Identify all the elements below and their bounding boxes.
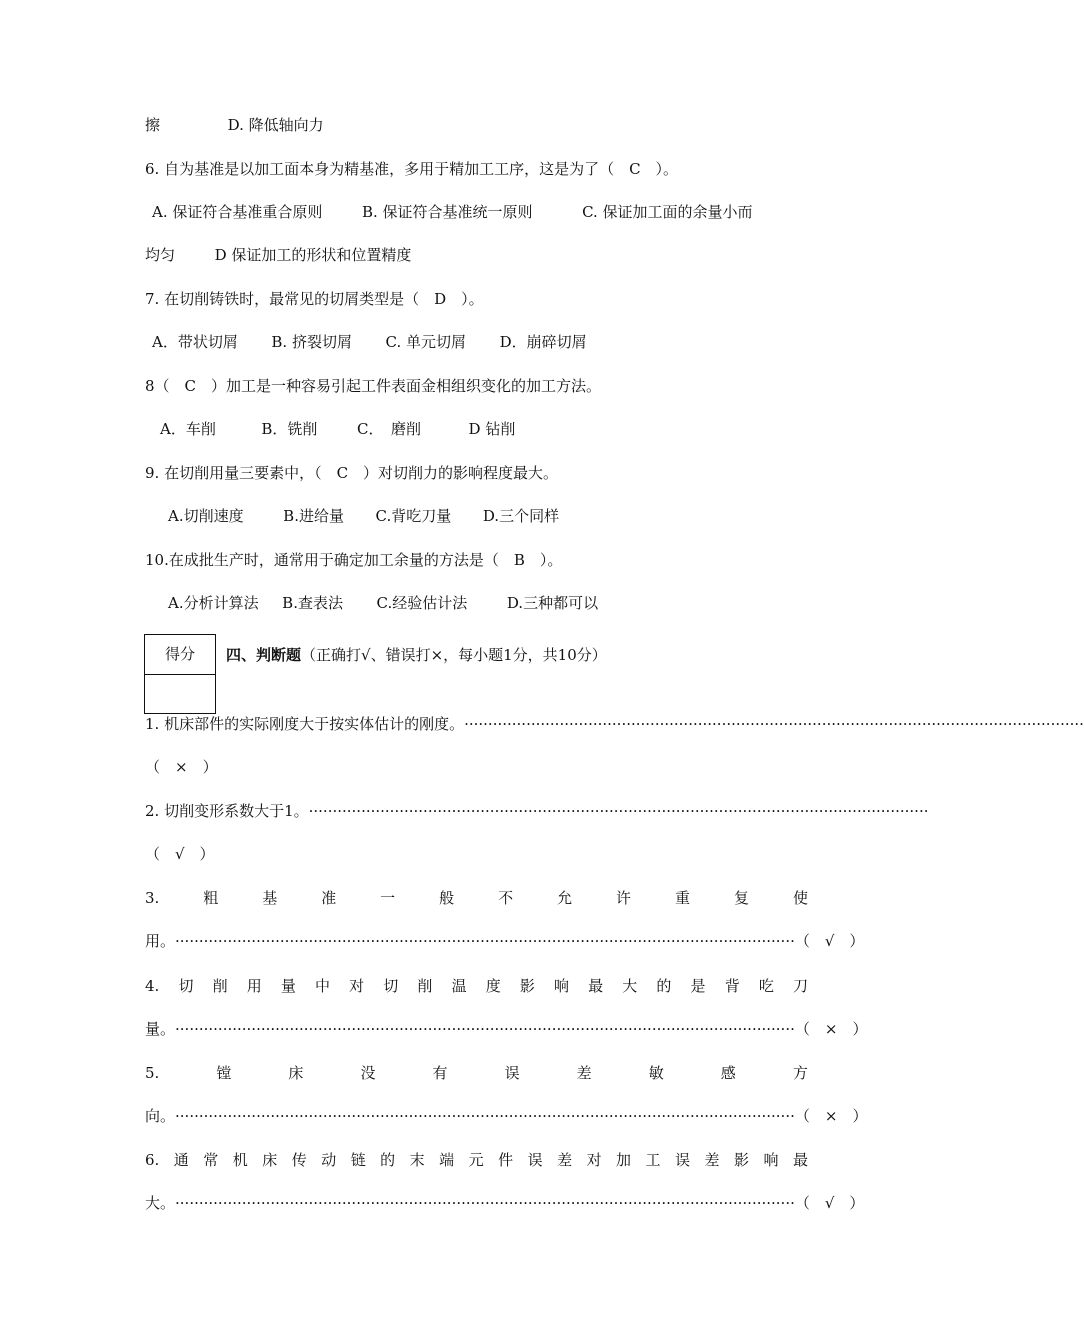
- tf-4-char: 是: [690, 977, 706, 995]
- tf-5-char: 镗: [216, 1064, 232, 1082]
- q8-option-d: D 钻削: [468, 420, 516, 438]
- tf-3-char: 一: [380, 889, 396, 907]
- tf-item-3-cont: [145, 931, 865, 951]
- tf-item-5-cont: [145, 1106, 868, 1126]
- q9-stem: 9. 在切削用量三要素中，（ C ）对切削力的影响程度最大。: [145, 464, 559, 482]
- tf-5-char: 没: [360, 1064, 376, 1082]
- tf-6-char: 通: [173, 1151, 189, 1169]
- tf-3-char: 基: [262, 889, 278, 907]
- tf-item-5: [145, 1063, 808, 1083]
- tf-2-answer: （ √ ）: [145, 845, 215, 863]
- q6-option-a: A. 保证符合基准重合原则: [152, 203, 323, 221]
- tf-item-4: [145, 976, 808, 996]
- leader-dots: ··································································································································: [175, 1194, 795, 1212]
- tf-6-char: 工: [645, 1151, 661, 1169]
- q8-options: [160, 419, 823, 439]
- q7-options: [152, 332, 815, 352]
- tf-item-6-cont: [145, 1193, 865, 1213]
- q10-option-b: B.查表法: [282, 594, 343, 612]
- tf-6-char: 6.: [145, 1151, 160, 1169]
- tf-3-char: 使: [792, 889, 808, 907]
- tf-5-char: 敏: [648, 1064, 664, 1082]
- tf-3-char: 许: [616, 889, 632, 907]
- tf-5-char: 误: [504, 1064, 520, 1082]
- q5-option-d: D. 降低轴向力: [227, 116, 324, 134]
- tf-item-1: [145, 714, 1084, 734]
- q8-option-a: A．车削: [160, 420, 216, 438]
- tf-3-char: 3.: [145, 889, 160, 907]
- tf-6-char: 机: [232, 1151, 248, 1169]
- tf-6-answer: （ √ ）: [794, 1194, 865, 1212]
- tf-4-char: 刀: [792, 977, 808, 995]
- q6-options-row2: [145, 245, 808, 265]
- tf-4-char: 削: [417, 977, 433, 995]
- tf-6-char: 的: [380, 1151, 396, 1169]
- tf-item-4-cont: [145, 1019, 868, 1039]
- tf-6-char: 误: [527, 1151, 543, 1169]
- q7-option-b: B. 挤裂切屑: [271, 333, 352, 351]
- q9-option-c: C.背吃刀量: [375, 507, 452, 525]
- tf-4-char: 削: [212, 977, 228, 995]
- tf-4-char: 大: [622, 977, 638, 995]
- tf-6-char: 床: [262, 1151, 278, 1169]
- leader-dots: ··································································································································: [464, 715, 1084, 733]
- tf-2-text: 2. 切削变形系数大于1。: [145, 802, 309, 820]
- tf-4-char: 量: [280, 977, 296, 995]
- tf-6-char: 元: [468, 1151, 484, 1169]
- q6-option-c: C. 保证加工面的余量小而: [582, 203, 753, 221]
- q7-option-c: C. 单元切屑: [385, 333, 467, 351]
- tf-4-char: 对: [349, 977, 365, 995]
- tf-4-char: 影: [519, 977, 535, 995]
- tf-3-cont: 用。: [145, 932, 176, 950]
- tf-6-char: 末: [409, 1151, 425, 1169]
- tf-3-char: 复: [733, 889, 749, 907]
- tf-3-char: 准: [321, 889, 337, 907]
- section4-title: 四、判断题: [226, 646, 302, 664]
- tf-6-cont: 大。: [145, 1194, 176, 1212]
- tf-4-answer: （ × ）: [794, 1020, 868, 1038]
- tf-4-char: 用: [246, 977, 262, 995]
- tf-6-char: 差: [557, 1151, 573, 1169]
- q8-option-c: C． 磨削: [357, 420, 421, 438]
- q5-continued-text: 擦: [145, 116, 161, 134]
- tf-6-char: 最: [792, 1151, 808, 1169]
- leader-dots: ··································································································································: [308, 802, 929, 820]
- tf-6-char: 对: [586, 1151, 602, 1169]
- tf-3-char: 不: [498, 889, 514, 907]
- score-box: [144, 634, 216, 714]
- q10-options: [168, 593, 831, 613]
- tf-6-char: 件: [498, 1151, 514, 1169]
- q6-option-d: D 保证加工的形状和位置精度: [214, 246, 412, 264]
- q7-stem: 7. 在切削铸铁时，最常见的切屑类型是（ D ）。: [145, 290, 484, 308]
- tf-5-char: 有: [432, 1064, 448, 1082]
- tf-4-char: 中: [315, 977, 331, 995]
- q9-option-a: A.切削速度: [168, 507, 244, 525]
- q5-continuation: [145, 115, 808, 135]
- q7-option-a: A．带状切屑: [152, 333, 238, 351]
- tf-4-char: 的: [656, 977, 672, 995]
- tf-5-char: 差: [576, 1064, 592, 1082]
- score-label: 得分: [145, 635, 215, 675]
- tf-6-char: 影: [733, 1151, 749, 1169]
- tf-6-char: 差: [704, 1151, 720, 1169]
- leader-dots: ··································································································································: [175, 1020, 795, 1038]
- tf-3-char: 粗: [203, 889, 219, 907]
- tf-4-char: 度: [485, 977, 501, 995]
- tf-item-6: [145, 1150, 808, 1170]
- tf-3-char: 重: [675, 889, 691, 907]
- tf-3-char: 般: [439, 889, 455, 907]
- leader-dots: ··································································································································: [175, 1107, 795, 1125]
- tf-4-char: 吃: [758, 977, 774, 995]
- tf-4-char: 最: [588, 977, 604, 995]
- tf-5-char: 5.: [145, 1064, 160, 1082]
- tf-6-char: 常: [203, 1151, 219, 1169]
- tf-6-char: 加: [616, 1151, 632, 1169]
- tf-5-answer: （ × ）: [794, 1107, 868, 1125]
- tf-6-char: 传: [291, 1151, 307, 1169]
- score-blank-cell: [145, 675, 215, 714]
- tf-6-char: 端: [439, 1151, 455, 1169]
- tf-item-2: [145, 801, 929, 821]
- tf-5-cont: 向。: [145, 1107, 176, 1125]
- tf-5-char: 床: [288, 1064, 304, 1082]
- q8-stem: 8（ C ）加工是一种容易引起工件表面金相组织变化的加工方法。: [145, 377, 602, 395]
- tf-6-char: 动: [321, 1151, 337, 1169]
- tf-6-char: 误: [675, 1151, 691, 1169]
- q7-option-d: D．崩碎切屑: [499, 333, 587, 351]
- tf-4-char: 4.: [145, 977, 160, 995]
- tf-6-char: 响: [763, 1151, 779, 1169]
- tf-1-text: 1. 机床部件的实际刚度大于按实体估计的刚度。: [145, 715, 465, 733]
- section4-instructions: （正确打√、错误打×，每小题1分，共10分）: [301, 646, 607, 664]
- q10-option-c: C.经验估计法: [376, 594, 468, 612]
- tf-5-char: 方: [792, 1064, 808, 1082]
- tf-3-char: 允: [557, 889, 573, 907]
- q8-option-b: B．铣削: [261, 420, 318, 438]
- q6-option-b: B. 保证符合基准统一原则: [361, 203, 533, 221]
- q10-stem: 10.在成批生产时，通常用于确定加工余量的方法是（ B ）。: [145, 551, 563, 569]
- q6-stem: 6. 自为基准是以加工面本身为精基准，多用于精加工工序，这是为了（ C ）。: [145, 160, 679, 178]
- tf-4-char: 切: [178, 977, 194, 995]
- q6-option-c-cont: 均匀: [145, 246, 176, 264]
- tf-4-char: 背: [724, 977, 740, 995]
- tf-4-char: 响: [553, 977, 569, 995]
- q9-option-b: B.进给量: [283, 507, 344, 525]
- tf-5-char: 感: [720, 1064, 736, 1082]
- q9-options: [168, 506, 831, 526]
- tf-item-3: [145, 888, 808, 908]
- tf-4-char: 温: [451, 977, 467, 995]
- q10-option-d: D.三种都可以: [506, 594, 599, 612]
- tf-3-answer: （ √ ）: [794, 932, 865, 950]
- leader-dots: ··································································································································: [175, 932, 795, 950]
- section4-heading: [226, 644, 607, 666]
- tf-1-answer: （ × ）: [145, 758, 218, 776]
- tf-4-char: 切: [383, 977, 399, 995]
- q10-option-a: A.分析计算法: [168, 594, 259, 612]
- tf-6-char: 链: [350, 1151, 366, 1169]
- q6-options-row1: [152, 202, 808, 222]
- q9-option-d: D.三个同样: [482, 507, 560, 525]
- tf-4-cont: 量。: [145, 1020, 176, 1038]
